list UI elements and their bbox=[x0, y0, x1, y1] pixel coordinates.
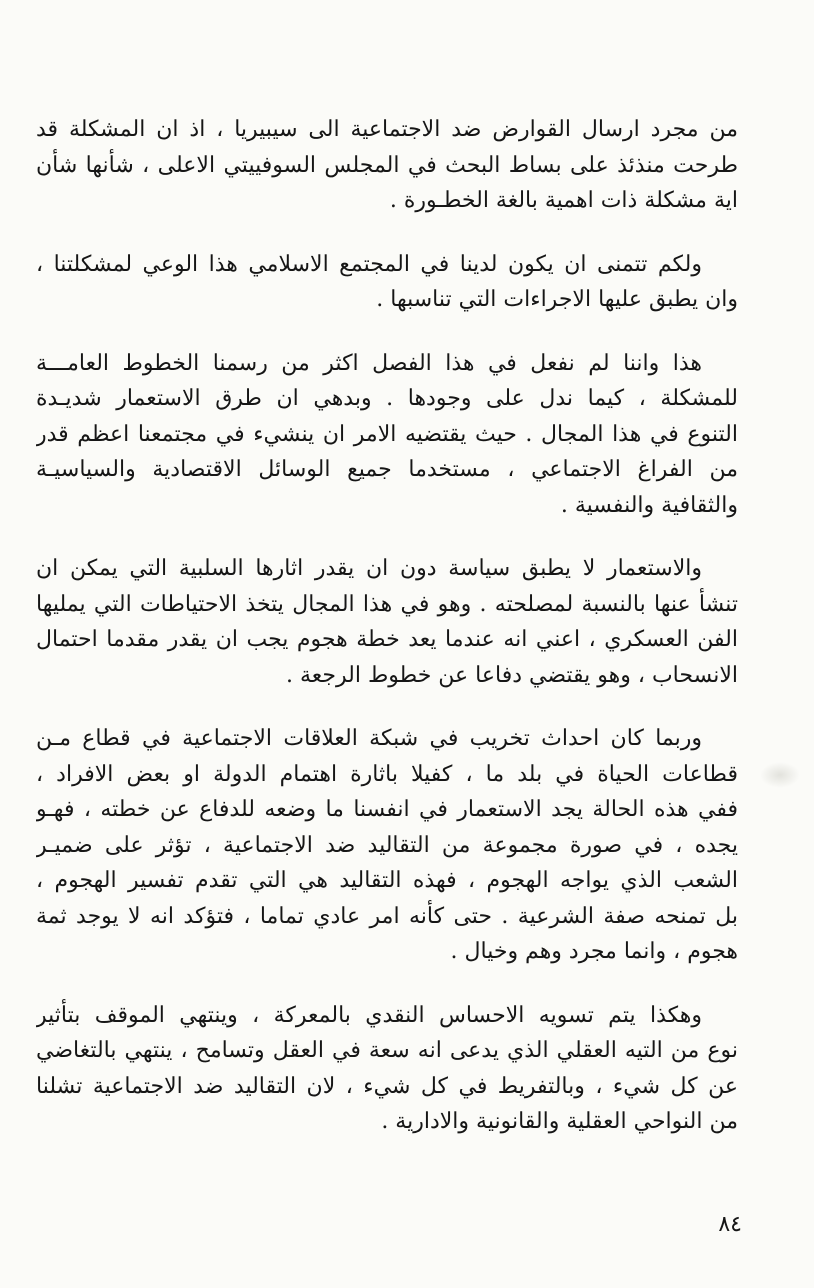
text-line: وهكذا يتم تسويه الاحساس النقدي بالمعركة ، وينتهي الموقف بتأثير bbox=[36, 1002, 702, 1028]
text-line: من النواحي العقلية والقانونية والادارية . bbox=[381, 1109, 738, 1134]
paragraph bbox=[36, 998, 738, 1140]
text-line: الشعب الذي يواجه الهجوم ، فهذه التقاليد هي التي تقدم تفسير الهجوم ، bbox=[36, 868, 738, 893]
text-line: التنوع في هذا المجال . حيث يقتضيه الامر ان ينشيء في مجتمعنا اعظم قدر bbox=[36, 421, 738, 447]
text-line: وان يطبق عليها الاجراءات التي تناسبها . bbox=[376, 287, 738, 312]
text-line: بل تمنحه صفة الشرعية . حتى كأنه امر عادي تماما ، فتؤكد انه لا يوجد ثمة bbox=[36, 903, 738, 929]
text-line: ولكم تتمنى ان يكون لدينا في المجتمع الاسلامي هذا الوعي لمشكلتنا ، bbox=[36, 251, 702, 277]
text-line: طرحت منذئذ على بساط البحث في المجلس السوفييتي الاعلى ، شأنها شأن bbox=[36, 152, 738, 178]
text-line: اية مشكلة ذات اهمية بالغة الخطـورة . bbox=[389, 188, 738, 213]
text-line: من مجرد ارسال القوارض ضد الاجتماعية الى سيبيريا ، اذ ان المشكلة قد bbox=[36, 117, 738, 142]
text-line: ففي هذه الحالة يجد الاستعمار في انفسنا ما وضعه للدفاع عن خطته ، فهـو bbox=[36, 797, 738, 822]
page-number: ٨٤ bbox=[718, 1212, 742, 1237]
text-line: وربما كان احداث تخريب في شبكة العلاقات الاجتماعية في قطاع مـن bbox=[36, 726, 702, 751]
text-line: قطاعات الحياة في بلد ما ، كفيلا باثارة اهتمام الدولة او بعض الافراد ، bbox=[36, 761, 738, 787]
text-line: نوع من التيه العقلي الذي يدعى انه سعة في العقل وتسامح ، ينتهي بالتغاضي bbox=[36, 1038, 738, 1063]
text-line: تنشأ عنها بالنسبة لمصلحته . وهو في هذا المجال يتخذ الاحتياطات التي يمليها bbox=[36, 591, 738, 617]
text-line: هجوم ، وانما مجرد وهم وخيال . bbox=[450, 939, 738, 964]
text-body bbox=[36, 112, 738, 1168]
text-line: والاستعمار لا يطبق سياسة دون ان يقدر اثارها السلبية التي يمكن ان bbox=[36, 556, 702, 581]
paragraph bbox=[36, 247, 738, 318]
text-line: عن كل شيء ، وبالتفريط في كل شيء ، لان التقاليد ضد الاجتماعية تشلنا bbox=[36, 1073, 738, 1099]
text-line: الفن العسكري ، اعني انه عندما يعد خطة هجوم يجب ان يقدر مقدما احتمال bbox=[36, 627, 738, 652]
margin-smudge bbox=[760, 762, 800, 788]
text-line: للمشكلة ، كيما ندل على وجودها . وبدهي ان طرق الاستعمار شديـدة bbox=[36, 386, 738, 411]
text-line: الانسحاب ، وهو يقتضي دفاعا عن خطوط الرجعة . bbox=[286, 662, 738, 688]
text-line: هذا واننا لم نفعل في هذا الفصل اكثر من رسمنا الخطوط العامـــة bbox=[36, 350, 702, 376]
paragraph bbox=[36, 346, 738, 524]
paragraph bbox=[36, 551, 738, 693]
text-line: والثقافية والنفسية . bbox=[560, 492, 738, 518]
text-line: يجده ، في صورة مجموعة من التقاليد ضد الاجتماعية ، تؤثر على ضميـر bbox=[36, 832, 738, 858]
text-line: من الفراغ الاجتماعي ، مستخدما جميع الوسائل الاقتصادية والسياسيـة bbox=[36, 457, 738, 482]
paragraph bbox=[36, 112, 738, 219]
paragraph bbox=[36, 721, 738, 970]
